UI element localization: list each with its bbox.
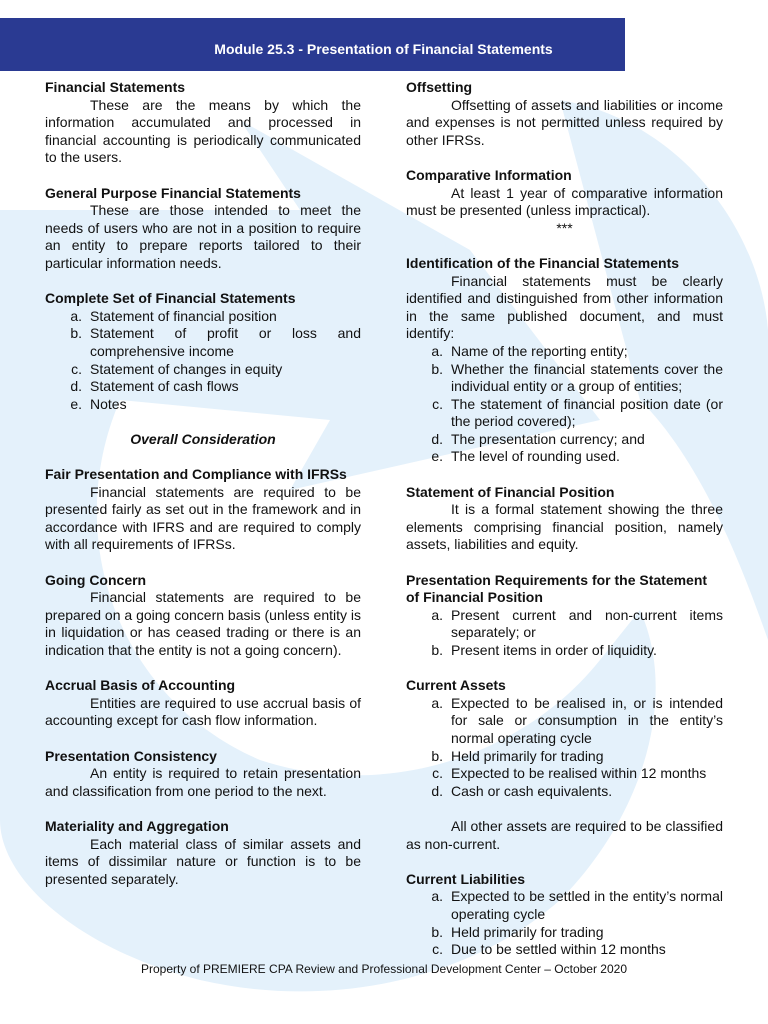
section-body: Financial statements are required to be presented fairly as set out in the framework and in accordance with IFRS and are required to comply with all requirements of IFRSs. [45, 483, 361, 553]
list-marker: b. [431, 747, 443, 764]
section-going-concern [45, 572, 361, 660]
list-item [45, 308, 361, 326]
section-materiality [45, 818, 361, 888]
list-item [406, 642, 723, 660]
section-heading: Current Assets [406, 677, 506, 694]
list-text: Held primarily for trading [451, 923, 604, 940]
list-item [406, 748, 723, 766]
list-item [45, 361, 361, 379]
section-heading: Materiality and Aggregation [45, 817, 229, 834]
list-text: Name of the reporting entity; [451, 342, 628, 359]
list-text: Expected to be settled in the entity’s normal operating cycle [451, 888, 723, 922]
list-text: Whether the financial statements cover the individual entity or a group of entities; [451, 360, 723, 395]
section-current-assets [406, 677, 723, 800]
section-heading: Statement of Financial Position [406, 483, 615, 500]
list-marker: c. [432, 395, 443, 412]
list-text: Statement of cash flows [90, 378, 239, 395]
section-heading: Presentation Requirements for the Statement of Financial Position [406, 571, 708, 606]
list-item [406, 607, 723, 642]
list-item [406, 924, 723, 942]
list-text: Expected to be realised in, or is intended for sale or consumption in the entity’s normal operating cycle [451, 694, 723, 746]
section-complete-set [45, 290, 361, 413]
list-item [406, 361, 723, 396]
right-column [406, 79, 723, 976]
section-heading: Going Concern [45, 571, 147, 588]
section-fair-presentation [45, 466, 361, 554]
section-presentation-consistency [45, 748, 361, 801]
section-identification [406, 255, 723, 466]
section-current-liabilities [406, 871, 723, 959]
list-item [406, 888, 723, 923]
list-item [406, 695, 723, 748]
list-marker: a. [431, 342, 443, 359]
section-body: Entities are required to use accrual basis of accounting except for cash flow information. [45, 694, 361, 729]
section-financial-statements [45, 79, 361, 167]
section-body: These are the means by which the information accumulated and processed in financial accounting is periodically communicated to the users. [45, 96, 361, 166]
section-heading: Offsetting [406, 79, 473, 95]
list-marker: b. [431, 360, 443, 377]
list-text: Due to be settled within 12 months [451, 941, 666, 958]
section-statement-of-financial-position [406, 484, 723, 554]
section-heading: Financial Statements [45, 79, 186, 95]
list-marker: a. [431, 694, 443, 711]
non-current-note: All other assets are required to be classified as non-current. [406, 817, 723, 852]
list-marker: a. [431, 606, 443, 623]
section-body: Offsetting of assets and liabilities or income and expenses is not permitted unless required by other IFRSs. [406, 96, 723, 148]
list-marker: a. [70, 307, 82, 324]
list-marker: d. [431, 430, 443, 447]
identification-list [406, 343, 723, 466]
section-body: At least 1 year of comparative information must be presented (unless impractical). [406, 184, 723, 219]
list-marker: a. [431, 888, 443, 905]
list-text: Present current and non-current items separately; or [451, 606, 723, 641]
list-item [406, 448, 723, 466]
list-text: Present items in order of liquidity. [451, 642, 657, 658]
list-item [45, 325, 361, 360]
current-liabilities-list [406, 888, 723, 958]
module-title-banner [0, 18, 625, 71]
list-marker: b. [431, 642, 443, 658]
section-heading: General Purpose Financial Statements [45, 184, 301, 201]
list-text: The level of rounding used. [451, 448, 620, 465]
section-heading: Fair Presentation and Compliance with IFRSs [45, 466, 347, 483]
section-heading: Presentation Consistency [45, 747, 217, 764]
overall-consideration-heading: Overall Consideration [130, 430, 276, 447]
section-comparative [406, 167, 723, 237]
section-accrual-basis [45, 677, 361, 730]
list-text: The statement of financial position date (or the period covered); [451, 395, 723, 430]
list-marker: b. [431, 923, 443, 940]
list-text: Statement of profit or loss and comprehensive income [90, 325, 361, 359]
current-assets-list [406, 695, 723, 801]
presentation-requirements-list [406, 607, 723, 660]
list-text: Statement of financial position [90, 307, 277, 324]
list-marker: d. [431, 782, 443, 799]
list-marker: c. [432, 765, 443, 782]
list-item [45, 396, 361, 414]
page-footer: Property of PREMIERE CPA Review and Professional Development Center – October 2020 [140, 962, 627, 976]
list-item [406, 941, 723, 959]
list-item [406, 783, 723, 801]
list-text: Expected to be realised within 12 months [451, 765, 707, 782]
list-marker: c. [432, 941, 443, 958]
section-heading: Accrual Basis of Accounting [45, 677, 236, 694]
list-marker: b. [70, 325, 82, 342]
section-heading: Current Liabilities [406, 870, 526, 887]
module-title: Module 25.3 - Presentation of Financial Statements [214, 40, 553, 57]
section-heading: Comparative Information [406, 166, 572, 183]
list-item [406, 431, 723, 449]
list-text: Cash or cash equivalents. [451, 782, 613, 799]
section-body: It is a formal statement showing the three elements comprising financial position, namely assets, liabilities and equity. [406, 501, 723, 553]
list-item [406, 396, 723, 431]
list-marker: e. [431, 448, 443, 465]
section-body: An entity is required to retain presentation and classification from one period to the next. [45, 765, 361, 799]
section-body: These are those intended to meet the needs of users who are not in a position to require an entity to prepare reports tailored to their particular information needs. [45, 202, 361, 271]
separator-asterisks: *** [556, 219, 573, 236]
list-text: Statement of changes in equity [90, 360, 283, 377]
list-text: The presentation currency; and [451, 430, 645, 447]
list-item [45, 378, 361, 396]
list-item [406, 765, 723, 783]
complete-set-list [45, 308, 361, 414]
section-body: Each material class of similar assets and items of dissimilar nature or function is to be presented separately. [45, 835, 361, 887]
list-text: Held primarily for trading [451, 747, 604, 764]
left-column [45, 79, 361, 906]
section-body: Financial statements are required to be prepared on a going concern basis (unless entity is in liquidation or has ceased trading or there is an indication that the entity is not a going concern). [45, 589, 361, 658]
section-offsetting [406, 79, 723, 149]
section-body: Financial statements must be clearly identified and distinguished from other information in the same published document, and must identify: [406, 272, 723, 342]
list-text: Notes [90, 395, 127, 412]
list-marker: e. [70, 395, 82, 412]
section-presentation-requirements [406, 572, 723, 660]
list-item [406, 343, 723, 361]
section-heading: Identification of the Financial Statements [406, 254, 680, 271]
list-marker: c. [71, 360, 82, 377]
list-marker: d. [70, 378, 82, 395]
section-general-purpose [45, 185, 361, 273]
section-heading: Complete Set of Financial Statements [45, 290, 296, 307]
